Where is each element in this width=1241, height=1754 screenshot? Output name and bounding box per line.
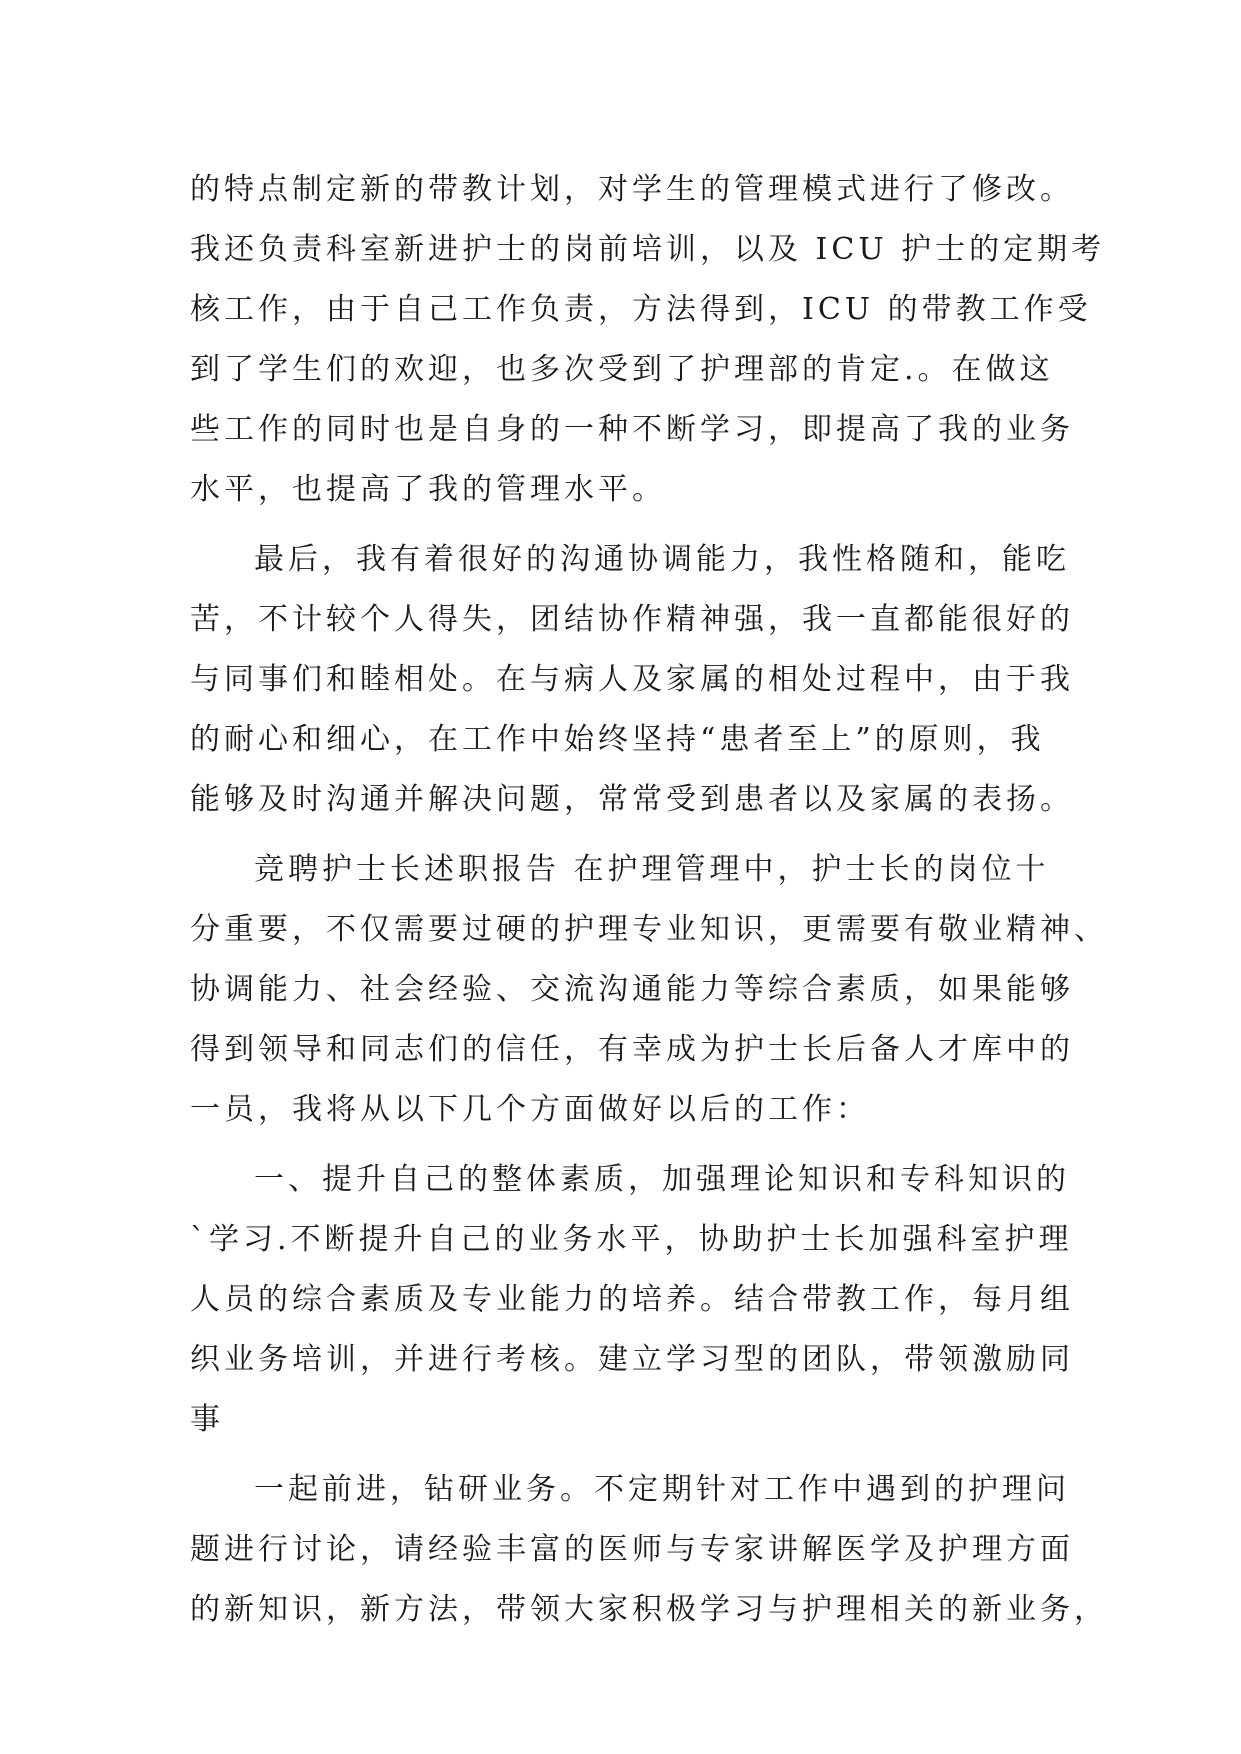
document-body: [190, 160, 1108, 1640]
text-line: 能够及时沟通并解决问题，常常受到患者以及家属的表扬。: [190, 782, 1074, 817]
text-line: 水平，也提高了我的管理水平。: [190, 472, 666, 507]
paragraph-first-line: 一、提升自己的整体素质，加强理论知识和专科知识的: [254, 1162, 1070, 1197]
text-line: `学习.不断提升自己的业务水平，协助护士长加强科室护理: [190, 1222, 1073, 1257]
text-line: 分重要，不仅需要过硬的护理专业知识，更需要有敬业精神、: [190, 912, 1108, 947]
paragraph-first-line: 竞聘护士长述职报告 在护理管理中，护士长的岗位十: [254, 852, 1050, 887]
text-line: 一员，我将从以下几个方面做好以后的工作：: [190, 1092, 870, 1127]
text-line: 题进行讨论，请经验丰富的医师与专家讲解医学及护理方面: [190, 1532, 1074, 1567]
text-line: 的新知识，新方法，带领大家积极学习与护理相关的新业务，: [190, 1592, 1108, 1627]
paragraph-first-line: 最后，我有着很好的沟通协调能力，我性格随和，能吃: [254, 542, 1070, 577]
text-line: 协调能力、社会经验、交流沟通能力等综合素质，如果能够: [190, 972, 1074, 1007]
text-line: 些工作的同时也是自身的一种不断学习，即提高了我的业务: [190, 412, 1074, 447]
text-line: 事: [190, 1402, 224, 1437]
text-line: 织业务培训，并进行考核。建立学习型的团队，带领激励同: [190, 1342, 1074, 1377]
text-line: 的耐心和细心，在工作中始终坚持“患者至上”的原则，我: [190, 722, 1045, 757]
text-line: 的特点制定新的带教计划，对学生的管理模式进行了修改。: [190, 172, 1074, 207]
text-line: 苦，不计较个人得失，团结协作精神强，我一直都能很好的: [190, 602, 1074, 637]
paragraph-first-line: 一起前进，钻研业务。不定期针对工作中遇到的护理问: [254, 1472, 1070, 1507]
text-line: 与同事们和睦相处。在与病人及家属的相处过程中，由于我: [190, 662, 1074, 697]
text-line: 核工作，由于自己工作负责，方法得到，ICU 的带教工作受: [190, 292, 1092, 327]
text-line: 到了学生们的欢迎，也多次受到了护理部的肯定.。在做这: [190, 352, 1054, 387]
text-line: 人员的综合素质及专业能力的培养。结合带教工作，每月组: [190, 1282, 1074, 1317]
text-line: 我还负责科室新进护士的岗前培训，以及 ICU 护士的定期考: [190, 232, 1106, 267]
text-line: 得到领导和同志们的信任，有幸成为护士长后备人才库中的: [190, 1032, 1074, 1067]
